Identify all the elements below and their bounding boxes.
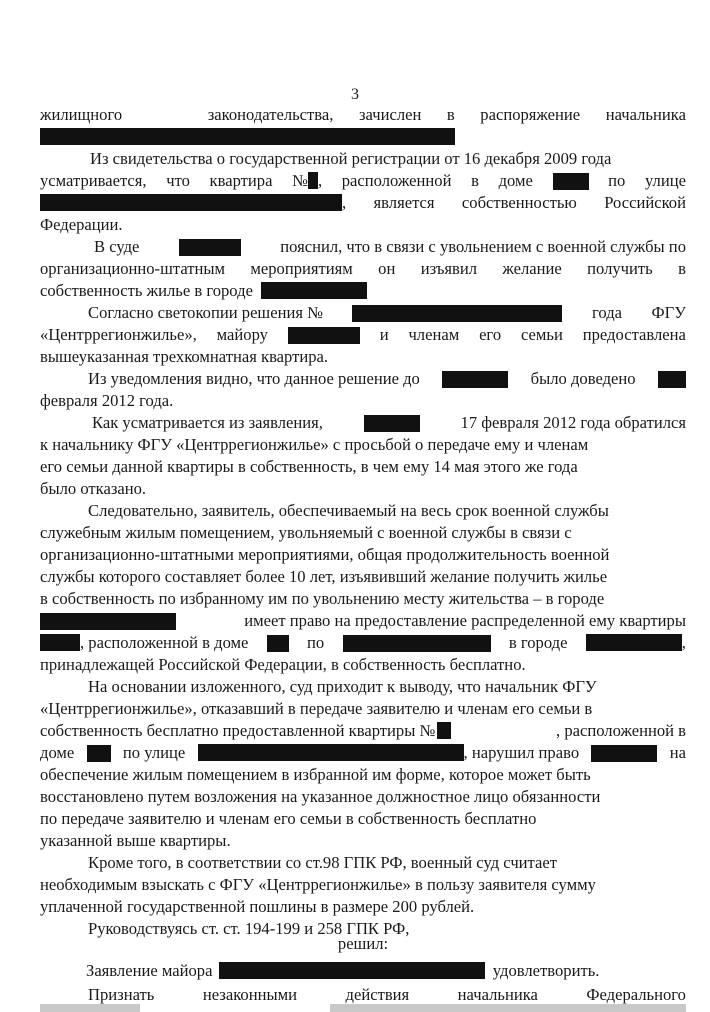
text-line: собственность бесплатно предоставленной квартиры № , расположенной в: [40, 721, 686, 740]
text-line: организационно-штатными мероприятиями, общая продолжительность военной: [40, 545, 610, 564]
text-line: службы которого составляет более 10 лет, изъявивший желание получить жилье: [40, 567, 608, 586]
cut-off-text: [40, 1004, 140, 1012]
word: распоряжение: [480, 105, 581, 124]
text-line: необходимым взыскать с ФГУ «Центррегионжилье» в пользу заявителя сумму: [40, 875, 596, 894]
text-line: Руководствуясь ст. ст. 194-199 и 258 ГПК РФ,: [88, 919, 410, 938]
text-line: собственность жилье в городе: [40, 280, 686, 302]
text-line: [40, 104, 686, 126]
text-line: было отказано.: [40, 479, 147, 498]
text-line: , является собственностью Российской: [40, 192, 686, 214]
text-line: восстановлено путем возложения на указанное должностное лицо обязанности: [40, 787, 601, 806]
redaction-block: [586, 634, 682, 651]
text-line: Федерации.: [40, 215, 123, 234]
text-line: усматривается, что квартира № , расположенной в доме по улице: [40, 171, 686, 190]
text-line: организационно-штатным мероприятиям он изъявил желание получить в: [40, 259, 686, 278]
text-line: В суде пояснил, что в связи с увольнением с военной службы по: [94, 237, 686, 256]
text-line: Заявление майора удовлетворить.: [86, 961, 600, 980]
word: в: [446, 105, 455, 124]
redaction-block: [364, 415, 420, 432]
text-line: указанной выше квартиры.: [40, 831, 231, 850]
redaction-block: [198, 744, 464, 761]
word: жилищного: [40, 105, 123, 124]
text-line: принадлежащей Российской Федерации, в собственность бесплатно.: [40, 655, 526, 674]
redaction-block: [40, 634, 80, 651]
redaction-block: [179, 239, 241, 256]
redaction-block: [87, 745, 111, 762]
redaction-block: [40, 613, 176, 630]
redaction-block: [308, 172, 318, 189]
redaction-block: [352, 305, 562, 322]
text-line: обеспечение жилым помещением в избранной им форме, которое может быть: [40, 765, 591, 784]
text-line: имеет право на предоставление распределенной ему квартиры: [40, 610, 686, 632]
text-line: его семьи данной квартиры в собственность, в чем ему 14 мая этого же года: [40, 457, 578, 476]
redaction-block: [442, 371, 508, 388]
text-line: На основании изложенного, суд приходит к выводу, что начальник ФГУ: [88, 677, 597, 696]
word: законодательства,: [207, 105, 334, 124]
redaction-block: [261, 282, 367, 299]
text-line: Следовательно, заявитель, обеспечиваемый на весь срок военной службы: [88, 501, 609, 520]
text-line: по передаче заявителю и членам его семьи в собственность бесплатно: [40, 809, 537, 828]
redaction-block: [288, 327, 360, 344]
text-line: , расположенной в доме по в городе ,: [40, 632, 686, 654]
redaction-block: [553, 173, 589, 190]
cut-off-text: [330, 1004, 686, 1012]
decision-heading: решил:: [337, 934, 389, 953]
text-line: Из свидетельства о государственной регистрации от 16 декабря 2009 года: [90, 149, 612, 168]
word: зачислен: [358, 105, 422, 124]
redaction-block: [40, 128, 455, 145]
redaction-block: [219, 962, 485, 979]
text-line: вышеуказанная трехкомнатная квартира.: [40, 347, 329, 366]
redaction-block: [658, 371, 686, 388]
redaction-block: [343, 635, 491, 652]
text-line: доме по улице , нарушил право на: [40, 743, 686, 762]
page-number: 3: [351, 86, 359, 103]
text-line: к начальнику ФГУ «Центррегионжилье» с просьбой о передаче ему и членам: [40, 435, 589, 454]
text-line: февраля 2012 года.: [40, 391, 174, 410]
text-line: Кроме того, в соответствии со ст.98 ГПК РФ, военный суд считает: [88, 853, 557, 872]
text-line: Согласно светокопии решения № года ФГУ: [88, 303, 686, 322]
redaction-block: [591, 745, 657, 762]
text-line: служебным жилым помещением, увольняемый с военной службы в связи с: [40, 523, 572, 542]
text-line: Признать незаконными действия начальника Федерального: [88, 985, 686, 1004]
text-line: «Центррегионжилье», майору и членам его семьи предоставлена: [40, 325, 686, 344]
text-line: в собственность по избранному им по увольнению месту жительства – в городе: [40, 589, 605, 608]
text-line: [40, 126, 686, 148]
text-line: «Центррегионжилье», отказавший в передаче заявителю и членам его семьи в: [40, 699, 593, 718]
text-line: Из уведомления видно, что данное решение до было доведено: [88, 368, 686, 390]
word: начальника: [605, 105, 686, 124]
text-line: Как усматривается из заявления, 17 февраля 2012 года обратился: [92, 413, 686, 432]
redaction-block: [267, 635, 289, 652]
redaction-block: [437, 722, 451, 739]
redaction-block: [40, 194, 342, 211]
text-line: уплаченной государственной пошлины в размере 200 рублей.: [40, 897, 475, 916]
